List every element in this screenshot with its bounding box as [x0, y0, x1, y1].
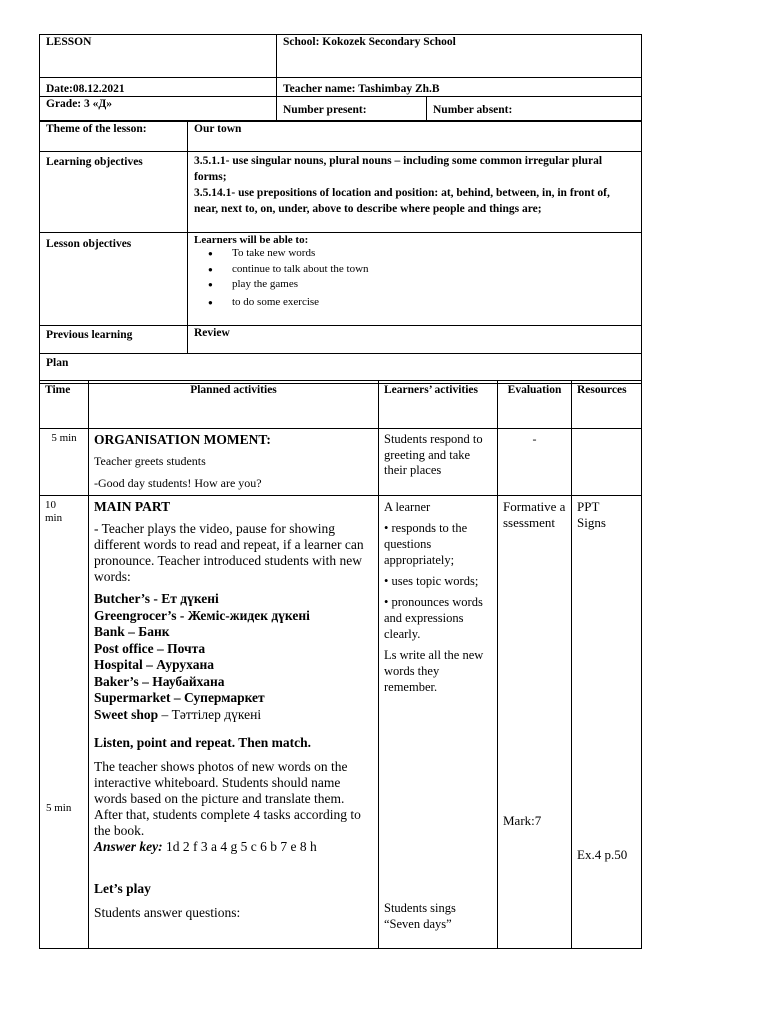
teacher-cell	[277, 78, 642, 97]
evaluation-formative: Formative assessment	[503, 499, 566, 530]
word-item: Sweet shop – Тәттілер дүкені	[94, 706, 262, 722]
time-header	[40, 381, 89, 429]
main-part-title: MAIN PART	[94, 499, 171, 514]
row2-resources	[572, 496, 642, 949]
school-name: School: Kokozek Secondary School	[283, 36, 456, 48]
word-item: Supermarket – Супермаркет	[94, 690, 265, 705]
planned-header-text: Planned activities	[190, 384, 277, 396]
learner-line-2: • responds to the questions appropriately;	[384, 521, 468, 567]
resources-header	[572, 381, 642, 429]
answer-key	[94, 839, 373, 855]
row1-time-text: 5 min	[51, 432, 77, 444]
main-part-time: 10 min	[45, 499, 63, 524]
date-cell	[40, 78, 277, 97]
organisation-line-1: Teacher greets students	[94, 454, 206, 468]
organisation-title: ORGANISATION MOMENT:	[94, 432, 271, 447]
main-part-intro: - Teacher plays the video, pause for showing different words to read and repeat, if a learner can pronounce. Teacher introduced students with new words:	[94, 521, 364, 584]
theme-label-cell	[40, 122, 188, 152]
lesson-objectives-list	[194, 246, 635, 310]
theme-label: Theme of the lesson:	[46, 123, 147, 135]
word-item: Butcher’s - Ет дүкені	[94, 591, 219, 606]
play-title: Let’s play	[94, 881, 151, 896]
plan-label: Plan	[46, 357, 69, 369]
grade-cell	[40, 97, 277, 121]
row2-planned	[89, 496, 379, 949]
word-item: Bank – Банк	[94, 624, 170, 639]
number-present-label: Number present:	[283, 104, 367, 116]
lesson-objectives-cell	[188, 233, 642, 326]
word-item: Greengrocer’s - Жеміс-жидек дүкені	[94, 607, 310, 623]
school-cell	[277, 35, 642, 78]
row1-planned	[89, 429, 379, 496]
grade-value: Grade: 3 «Д»	[46, 98, 113, 110]
lesson-cell	[40, 35, 277, 78]
learning-objective-2: 3.5.14.1- use prepositions of location and position: at, behind, between, in, in front of, near, next to, on, under, above to describe where people and things are;	[194, 187, 610, 215]
theme-value-cell	[188, 122, 642, 152]
organisation-line-2: -Good day students! How are you?	[94, 476, 262, 490]
theme-value: Our town	[194, 123, 242, 135]
lesson-objectives-intro: Learners will be able to:	[194, 234, 309, 246]
plan-label-cell	[40, 354, 642, 384]
resource-signs: Signs	[577, 515, 606, 530]
learners-header-text: Learners’ activities	[384, 384, 478, 396]
answer-key-value: 1d 2 f 3 a 4 g 5 c 6 b 7 e 8 h	[162, 839, 317, 854]
learners-activities-header	[379, 381, 498, 429]
learner-line-1: A learner	[384, 500, 431, 514]
previous-learning-value: Review	[194, 327, 230, 339]
previous-learning-label: Previous learning	[46, 329, 133, 341]
previous-learning-value-cell	[188, 326, 642, 354]
resource-exercise: Ex.4 p.50	[577, 847, 628, 862]
row2-learners	[379, 496, 498, 949]
task-time: 5 min	[46, 802, 72, 814]
learner-line-3: • uses topic words;	[384, 574, 479, 588]
new-words-list	[94, 591, 373, 723]
learning-objectives-label: Learning objectives	[46, 156, 143, 168]
play-text: Students answer questions:	[94, 905, 241, 920]
evaluation-header-text: Evaluation	[507, 384, 562, 396]
row1-learners	[379, 429, 498, 496]
task-text: The teacher shows photos of new words on the interactive whiteboard. Students should name words based on the picture and translate them. After that, students complete 4 tasks according to the book.	[94, 759, 361, 838]
lesson-info-table	[39, 121, 642, 384]
row1-time	[40, 429, 89, 496]
lesson-date: Date:08.12.2021	[46, 83, 125, 95]
row2-evaluation	[498, 496, 572, 949]
lesson-objectives-label-cell	[40, 233, 188, 326]
learning-objective-1: 3.5.1.1- use singular nouns, plural nouns – including some common irregular plural forms;	[194, 155, 603, 183]
learner-line-6: Students sings “Seven days”	[384, 901, 456, 931]
present-cell	[277, 97, 427, 121]
planned-activities-header	[89, 381, 379, 429]
number-absent-label: Number absent:	[433, 104, 513, 116]
lesson-objective-item: ● play the games	[232, 277, 635, 293]
task-title: Listen, point and repeat. Then match.	[94, 735, 312, 750]
row1-evaluation	[498, 429, 572, 496]
absent-cell	[427, 97, 642, 121]
word-item: Post office – Почта	[94, 640, 206, 656]
learner-line-5: Ls write all the new words they remember.	[384, 648, 484, 694]
word-item: Hospital – Аурухана	[94, 657, 215, 672]
previous-learning-label-cell	[40, 326, 188, 354]
row1-evaluation-text: -	[532, 432, 537, 446]
evaluation-mark: Mark:7	[503, 813, 542, 828]
evaluation-header	[498, 381, 572, 429]
lesson-objective-item: ● To take new words	[232, 246, 635, 262]
resources-header-text: Resources	[577, 384, 627, 396]
teacher-name: Teacher name: Tashimbay Zh.B	[283, 83, 440, 95]
plan-table	[39, 380, 642, 949]
row1-learners-text: Students respond to greeting and take their places	[384, 432, 483, 477]
resource-ppt: PPT	[577, 499, 600, 514]
learning-objectives-cell	[188, 152, 642, 233]
time-header-text: Time	[45, 384, 71, 396]
lesson-header-table	[39, 34, 642, 121]
row2-time	[40, 496, 89, 949]
learning-objectives-label-cell	[40, 152, 188, 233]
word-item: Baker’s – Наубайхана	[94, 673, 225, 689]
lesson-objectives-label: Lesson objectives	[46, 238, 132, 250]
learner-line-4: • pronounces words and expressions clearly.	[384, 595, 483, 641]
answer-key-label: Answer key:	[94, 839, 163, 854]
lesson-label: LESSON	[46, 36, 92, 48]
lesson-objective-item: ● continue to talk about the town	[232, 262, 635, 278]
row1-resources	[572, 429, 642, 496]
lesson-objective-item: ● to do some exercise	[232, 295, 635, 311]
